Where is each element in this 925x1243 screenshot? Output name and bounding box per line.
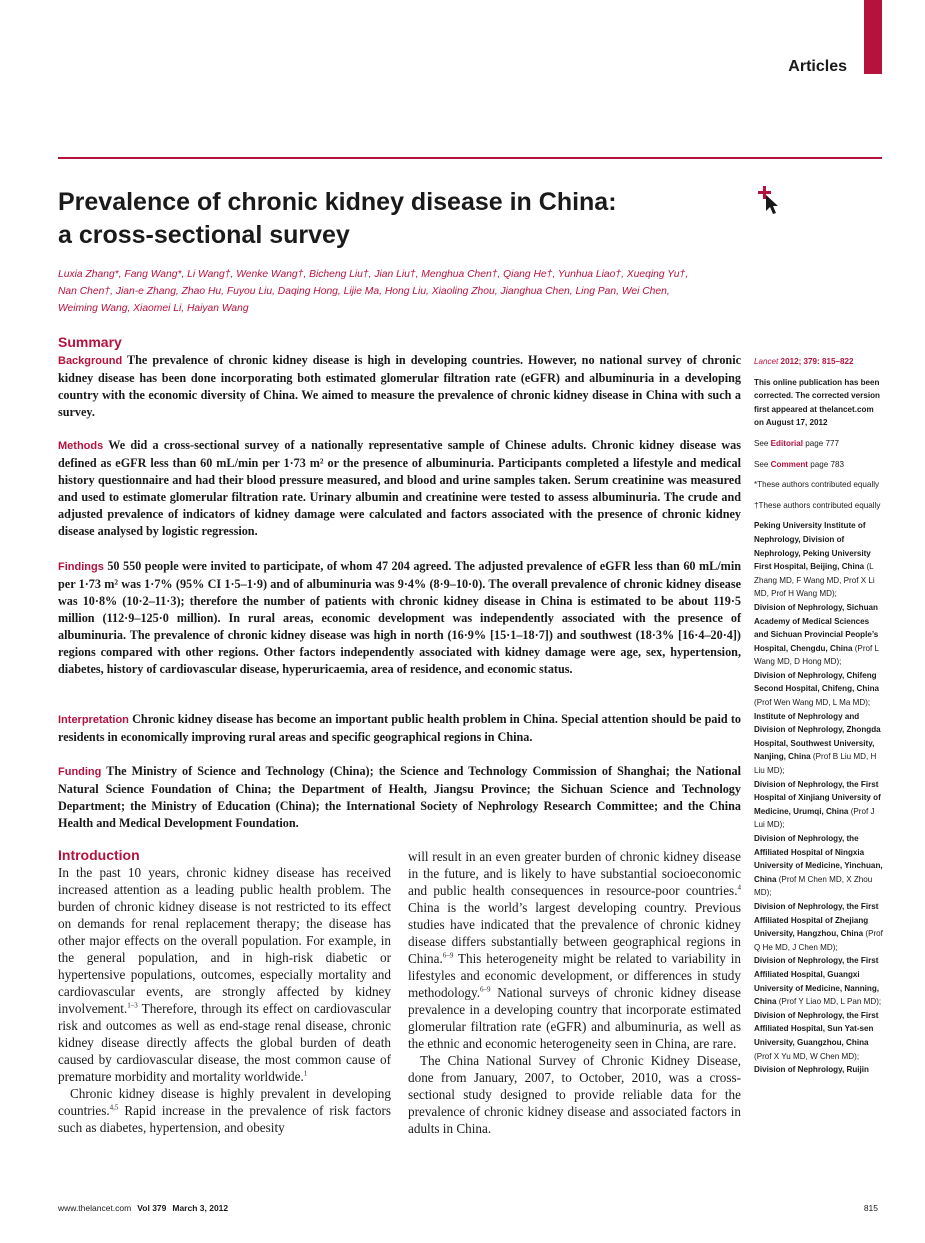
intro-paragraph: will result in an even greater burden of chronic kidney disease in the future, and is likely to have substantial socioeconomic and public health consequences in resource-poor countries.$^4$ China is the world’s largest developing country. Previous studies have indicated that the prevalence of chronic kidney disease differs substantially between geographical regions in China.$^{6-9}$ This heterogeneity might be related to variability in lifestyles and economic development, or differences in study methodology.$^{6-9}$ National surveys of chronic kidney disease prevalence in a developing country that incorporate estimated glomerular filtration rate (eGFR) and albuminuria, as well as the ethnic and economic heterogeneity seen in China, are rare.	[408, 849, 741, 1051]
affiliation: Division of Nephrology, the First Affiliated Hospital, Sun Yat-sen University, Guangzhou, China (Prof X Yu MD, W Chen MD);	[754, 1010, 879, 1061]
header-rule	[58, 157, 882, 159]
affiliation: Division of Nephrology, the First Affiliated Hospital of Zhejiang University, Hangzhou, China (Prof Q He MD, J Chen MD);	[754, 901, 883, 952]
affiliation: Institute of Nephrology and Division of Nephrology, Zhongda Hospital, Southwest University, Nanjing, China (Prof B Liu MD, H Liu MD);	[754, 711, 881, 776]
footer-site[interactable]: www.thelancet.com	[58, 1203, 132, 1213]
title-line-1: Prevalence of chronic kidney disease in China:	[58, 188, 617, 216]
footer-journal-info	[58, 1203, 228, 1213]
affiliation: Division of Nephrology, Sichuan Academy of Medical Sciences and Sichuan Provincial People’s Hospital, Chengdu, China (Prof L Wang MD, D Hong MD);	[754, 602, 879, 667]
summary-background	[58, 352, 741, 421]
see-comment: See Comment page 783	[754, 459, 844, 469]
summary-findings	[58, 558, 741, 678]
author-line-3: Weiming Wang, Xiaomei Li, Haiyan Wang	[58, 303, 249, 314]
summary-funding	[58, 763, 741, 832]
equal-contribution-note-dagger: †These authors contributed equally	[754, 500, 881, 510]
summary-interpretation	[58, 711, 741, 746]
background-label: Background	[58, 355, 123, 367]
affiliation: Division of Nephrology, the First Hospital of Xinjiang University of Medicine, Urumqi, China (Prof J Lui MD);	[754, 779, 881, 830]
affiliation-list	[754, 519, 884, 1076]
page-number: 815	[863, 1203, 878, 1213]
author-list	[58, 266, 748, 317]
affiliation: Division of Nephrology, the First Affiliated Hospital, Guangxi University of Medicine, Nanning, China (Prof Y Liao MD, L Pan MD);	[754, 956, 882, 1007]
citation: Lancet 2012; 379: 815–822	[754, 357, 854, 366]
affiliation: Division of Nephrology, Ruijin	[754, 1065, 869, 1075]
funding-label: Funding	[58, 766, 102, 778]
footer-volume: Vol 379	[137, 1203, 167, 1213]
section-color-tab	[864, 0, 882, 74]
interpretation-label: Interpretation	[58, 714, 129, 726]
methods-label: Methods	[58, 440, 104, 452]
summary-methods	[58, 437, 741, 540]
intro-paragraph: Chronic kidney disease is highly prevalent in developing countries.$^{4,5}$ Rapid increase in the prevalence of risk factors such as diabetes, hypertension, and obesity	[58, 1086, 391, 1135]
online-note: This online publication has been corrected. The corrected version first appeared at thelancet.com on August 17, 2012	[754, 377, 880, 428]
title-line-2: a cross-sectional survey	[58, 221, 350, 249]
introduction-column-2	[408, 848, 741, 1137]
findings-label: Findings	[58, 561, 104, 573]
comment-link[interactable]: Comment	[770, 459, 808, 469]
methods-text: We did a cross-sectional survey of a nationally representative sample of Chinese adults. Chronic kidney disease was defined as eGFR less than 60 mL/min per 1·73 m² or the presence of albuminuria. Participants completed a lifestyle and medical history questionnaire and had their blood pressure measured, and blood and urine samples taken. Serum creatinine was measured and used to estimate glomerular filtration rate. Urinary albumin and creatinine were tested to assess albuminuria. The crude and adjusted prevalence of indicators of kidney damage were calculated and factors associated with the presence of chronic kidney disease analysed by logistic regression.	[58, 438, 741, 538]
sidebar-notes	[754, 355, 884, 1077]
affiliation: Peking University Institute of Nephrology, Division of Nephrology, Peking University First Hospital, Beijing, China (L Zhang MD, F Wang MD, Prof X Li MD, Prof H Wang MD);	[754, 521, 875, 599]
editorial-link[interactable]: Editorial	[770, 438, 804, 448]
crossmark-icon[interactable]	[758, 183, 780, 215]
introduction-heading: Introduction	[58, 847, 140, 863]
affiliation: Division of Nephrology, the Affiliated Hospital of Ningxia University of Medicine, Yinchuan, China (Prof M Chen MD, X Zhou MD);	[754, 834, 883, 898]
section-label: Articles	[788, 58, 847, 75]
background-text: The prevalence of chronic kidney disease is high in developing countries. However, no national survey of chronic kidney disease has been done incorporating both estimated glomerular filtration rate (eGFR) and albuminuria in a developing country with the economic diversity of China. We aimed to measure the prevalence of chronic kidney disease in China with such a survey.	[58, 353, 741, 419]
footer-date: March 3, 2012	[172, 1203, 229, 1213]
equal-contribution-note: *These authors contributed equally	[754, 480, 880, 490]
author-line-1: Luxia Zhang*, Fang Wang*, Li Wang†, Wenke Wang†, Bicheng Liu†, Jian Liu†, Menghua Chen†, Qiang He†, Yunhua Liao†, Xueqing Yu†,	[58, 269, 689, 280]
intro-paragraph: The China National Survey of Chronic Kidney Disease, done from January, 2007, to October, 2010, was a cross-sectional study designed to provide reliable data for the prevalence of chronic kidney disease and associated factors in adults in China.	[408, 1053, 741, 1136]
see-editorial: See Editorial page 777	[754, 438, 840, 448]
findings-text: 50 550 people were invited to participate, of whom 47 204 agreed. The adjusted prevalence of eGFR less than 60 mL/min per 1·73 m² was 1·7% (95% CI 1·5–1·9) and of albuminuria was 9·4% (8·9–10·0). The overall prevalence of chronic kidney disease was 10·8% (10·2–11·3); therefore the number of patients with chronic kidney disease in China is estimated to be about 119·5 million (112·9–125·0 million). In rural areas, economic development was independently associated with the presence of albuminuria. The prevalence of chronic kidney disease was high in north (16·9% [15·1–18·7]) and southwest (18·3% [16·4–20·4]) regions compared with other regions. Other factors independently associated with kidney damage were age, sex, hypertension, diabetes, history of cardiovascular disease, hyperuricaemia, area of residence, and economic status.	[58, 559, 742, 676]
intro-paragraph: In the past 10 years, chronic kidney disease has received increased attention as a leading public health problem. The burden of chronic kidney disease is not restricted to its effect on demands for renal replacement therapy; the disease has other major effects on the overall population. For example, in the general population, and in high-risk diabetic or hypertensive populations, outcomes, especially mortality and cardiovascular events, are strongly affected by kidney involvement.$^{1-3}$ Therefore, through its effect on cardiovascular risk and outcomes as well as end-stage renal disease, chronic kidney disease directly affects the global burden of death caused by cardiovascular disease, the most common cause of premature morbidity and mortality worldwide.$^1$	[58, 865, 391, 1084]
article-title	[58, 186, 698, 252]
author-line-2: Nan Chen†, Jian-e Zhang, Zhao Hu, Fuyou Liu, Daqing Hong, Lijie Ma, Hong Liu, Xiaoling Zhou, Jianghua Chen, Ling Pan, Wei Chen,	[58, 286, 670, 297]
interpretation-text: Chronic kidney disease has become an important public health problem in China. Special attention should be paid to residents in economically improving rural areas and specific geographical regions in China.	[58, 712, 742, 744]
summary-heading: Summary	[58, 334, 122, 350]
funding-text: The Ministry of Science and Technology (China); the Science and Technology Commission of Shanghai; the National Natural Science Foundation of China; the Department of Health, Jiangsu Province; the Sichuan Science and Technology Department; the Ministry of Education (China); the International Society of Nephrology Research Committee; and the China Health and Medical Development Foundation.	[58, 764, 742, 830]
affiliation: Division of Nephrology, Chifeng Second Hospital, Chifeng, China (Prof Wen Wang MD, L Ma MD);	[754, 670, 880, 708]
introduction-column-1	[58, 864, 391, 1136]
